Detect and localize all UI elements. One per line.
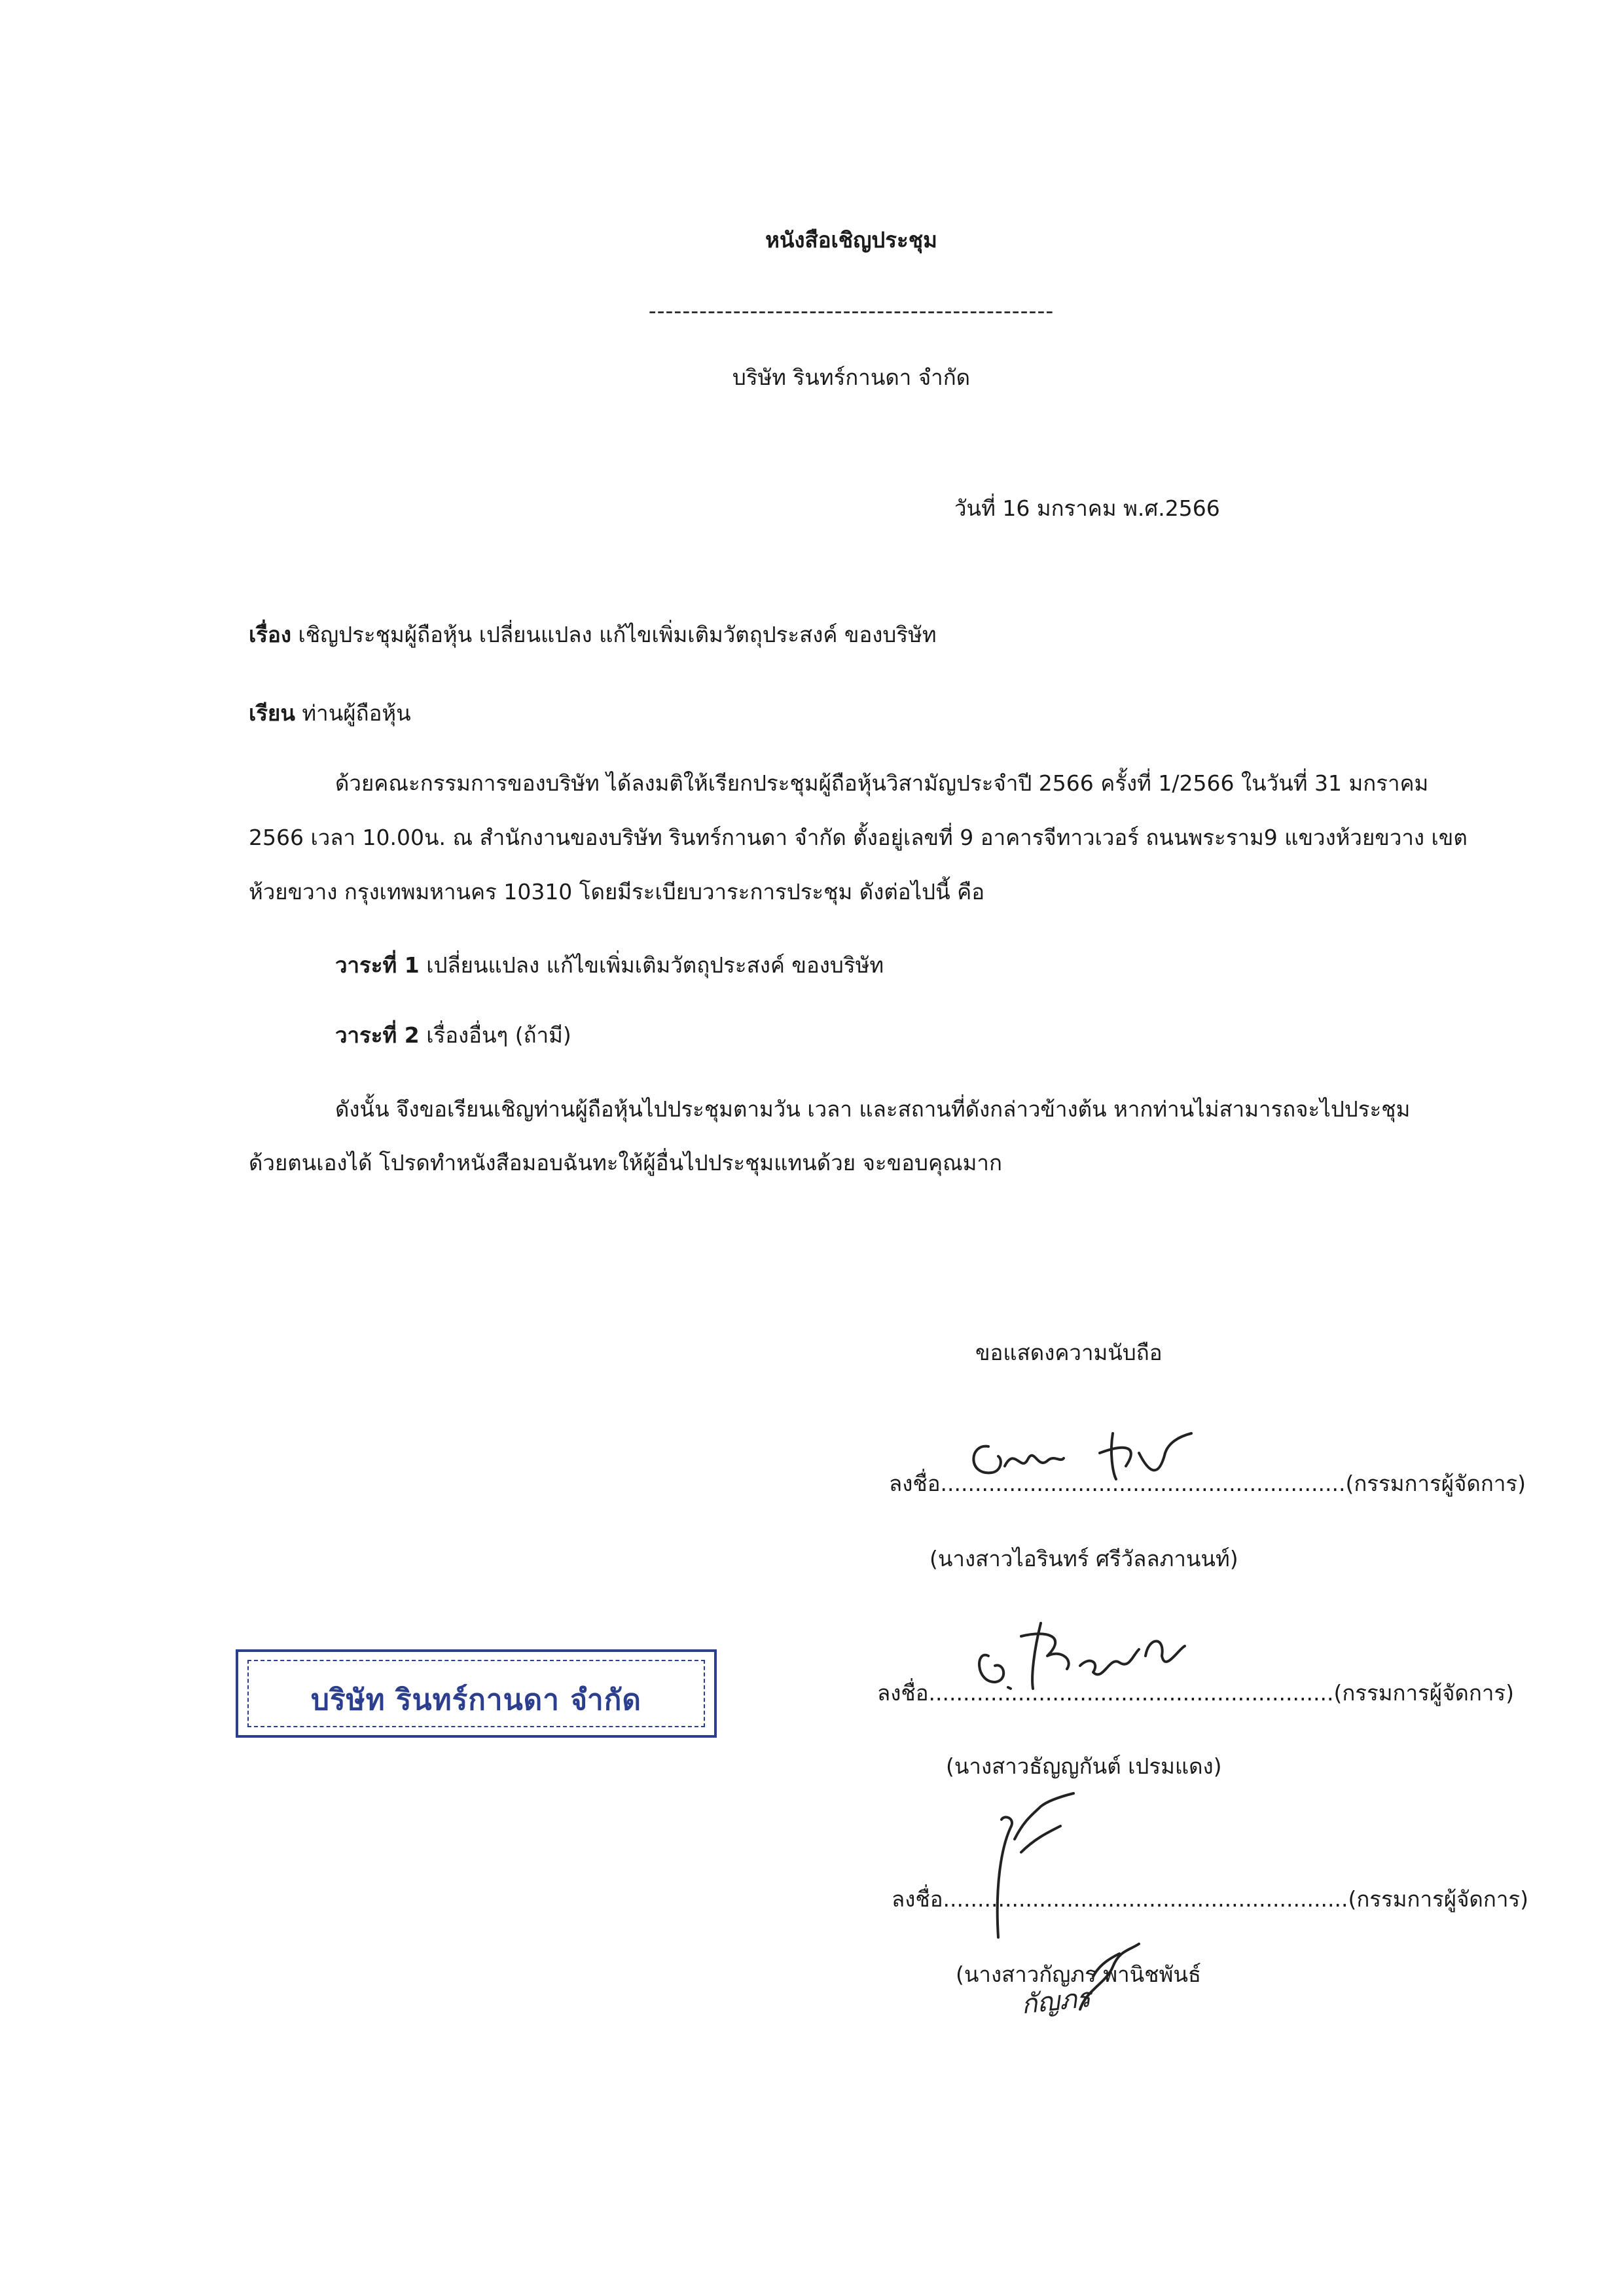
signatory-name-3: (นางสาวกัญภร พานิชพันธ์	[956, 1962, 1202, 1987]
agenda-item-label: วาระที่ 2	[335, 1022, 420, 1048]
salutation-text: ท่านผู้ถือหุ้น	[302, 700, 411, 726]
subject-label: เรื่อง	[249, 622, 291, 647]
document-date: วันที่ 16 มกราคม พ.ศ.2566	[954, 495, 1220, 521]
signatory-name-1: (นางสาวไอรินทร์ ศรีวัลลภานนท์)	[929, 1546, 1238, 1571]
company-stamp	[236, 1649, 717, 1738]
document-title: หนังสือเชิญประชุม	[765, 227, 937, 253]
agenda-item-text: เปลี่ยนแปลง แก้ไขเพิ่มเติมวัตถุประสงค์ ของบริษัท	[426, 952, 884, 978]
company-name: บริษัท รินทร์กานดา จำกัด	[732, 365, 971, 390]
closing-phrase: ขอแสดงความนับถือ	[975, 1340, 1163, 1365]
salutation-label: เรียน	[249, 700, 295, 726]
signature-line-3: ลงชื่อ...........................................................(กรรมการผู้จัดการ)	[892, 1886, 1528, 1912]
signature-line-2: ลงชื่อ...........................................................(กรรมการผู้จัดการ)	[877, 1680, 1514, 1706]
stamp-text: บริษัท รินทร์กานดา จำกัด	[311, 1683, 641, 1717]
signatory-name-2: (นางสาวธัญญกันต์ เปรมแดง)	[946, 1753, 1222, 1779]
handwritten-signature-2	[969, 1610, 1218, 1702]
salutation-line	[249, 696, 411, 730]
signature-line-1: ลงชื่อ...........................................................(กรรมการผู้จัดการ)	[889, 1471, 1526, 1496]
agenda-item-text: เรื่องอื่นๆ (ถ้ามี)	[426, 1022, 571, 1048]
agenda-item-label: วาระที่ 1	[335, 952, 420, 978]
title-divider: ------------------------------------------------	[648, 298, 1055, 323]
body-paragraph-1-line-1: ด้วยคณะกรรมการของบริษัท ได้ลงมติให้เรียกประชุมผู้ถือหุ้นวิสามัญประจำปี 2566 ครั้งที่ 1/2566 ในวันที่ 31 มกราคม	[335, 770, 1429, 796]
agenda-item-1	[335, 948, 884, 982]
handwritten-name-note: กัญภร	[1019, 1982, 1092, 2020]
body-paragraph-2-line-1: ดังนั้น จึงขอเรียนเชิญท่านผู้ถือหุ้นไปประชุมตามวัน เวลา และสถานที่ดังกล่าวข้างต้น หากท่านไม่สามารถจะไปประชุม	[335, 1096, 1411, 1122]
body-paragraph-1-line-3: ห้วยขวาง กรุงเทพมหานคร 10310 โดยมีระเบียบวาระการประชุม ดังต่อไปนี้ คือ	[249, 879, 985, 905]
agenda-item-2	[335, 1018, 571, 1052]
body-paragraph-1-line-2: 2566 เวลา 10.00น. ณ สำนักงานของบริษัท รินทร์กานดา จำกัด ตั้งอยู่เลขที่ 9 อาคารจีทาวเวอร์ ถนนพระราม9 แขวงห้วยขวาง เขต	[249, 825, 1468, 850]
subject-text: เชิญประชุมผู้ถือหุ้น เปลี่ยนแปลง แก้ไขเพิ่มเติมวัตถุประสงค์ ของบริษัท	[298, 622, 937, 647]
handwritten-signature-1	[962, 1407, 1224, 1492]
body-paragraph-2-line-2: ด้วยตนเองได้ โปรดทำหนังสือมอบฉันทะให้ผู้อื่นไปประชุมแทนด้วย จะขอบคุณมาก	[249, 1150, 1002, 1175]
subject-line	[249, 617, 937, 652]
